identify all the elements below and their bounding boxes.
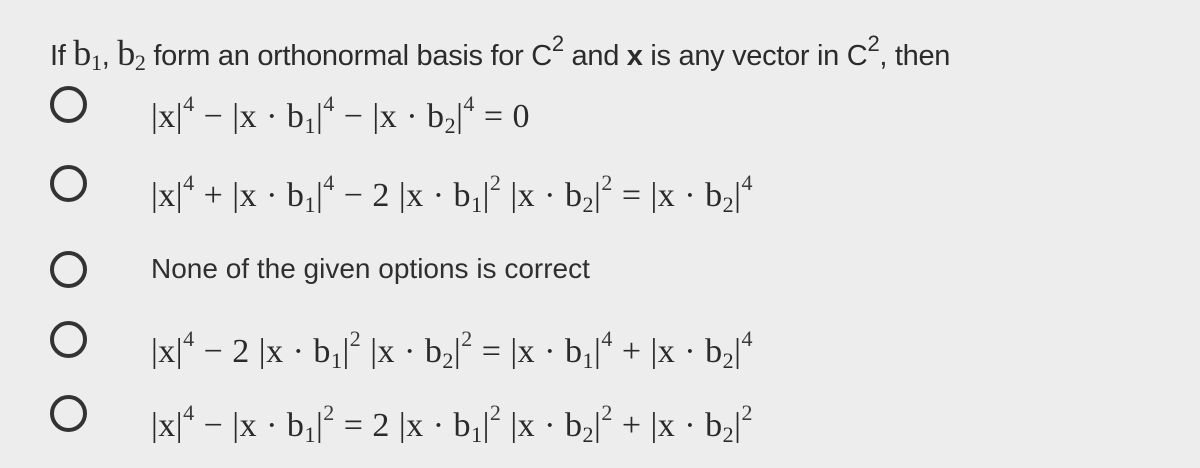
formula-part: 2 — [722, 192, 735, 217]
formula-part: 2 — [444, 113, 457, 138]
vector-x: x — [626, 40, 643, 72]
formula-part: 1 — [304, 192, 316, 217]
formula-part: 4 — [183, 326, 195, 351]
formula-part: 2 — [601, 170, 613, 195]
formula-part: | — [734, 177, 742, 214]
question-middle-1: form an orthonormal basis for — [145, 40, 532, 72]
formula-part: | — [482, 177, 490, 214]
question-middle-2: and — [563, 40, 627, 72]
formula-part: 2 — [349, 326, 362, 351]
formula-part: + |x · b — [612, 333, 723, 370]
formula-part: | — [594, 177, 602, 214]
formula-part: 2 — [582, 422, 595, 447]
formula-part: 2 — [489, 400, 502, 425]
option-c[interactable] — [50, 241, 590, 297]
radio-button-d[interactable] — [50, 321, 87, 358]
radio-button-e[interactable] — [50, 395, 87, 432]
basis-vector-b2-subscript: 2 — [134, 50, 146, 75]
formula-part: 4 — [463, 91, 475, 116]
option-c-text: None of the given options is correct — [151, 253, 590, 284]
formula-part: 2 — [722, 422, 735, 447]
formula-part: 2 — [442, 348, 454, 373]
formula-part: − 2 |x · b — [334, 177, 472, 214]
complex-space-1-exponent: 2 — [551, 31, 564, 56]
formula-part: + |x · b — [612, 407, 723, 444]
question-middle-3: is any vector in — [642, 40, 847, 72]
formula-part: | — [594, 333, 602, 370]
formula-part: 1 — [582, 348, 595, 373]
option-d-text — [151, 311, 753, 373]
formula-part: | — [456, 98, 464, 135]
formula-part: 2 — [601, 400, 613, 425]
formula-part: 4 — [183, 170, 195, 195]
formula-part: 4 — [741, 326, 753, 351]
option-e-text — [151, 385, 753, 447]
formula-part: | — [315, 98, 324, 135]
formula-part: 2 — [461, 326, 473, 351]
formula-part: | — [342, 333, 350, 370]
basis-vector-b2: b — [117, 33, 135, 73]
formula-part: 4 — [741, 170, 753, 195]
complex-space-1: C — [531, 40, 552, 72]
formula-part: = |x · b — [472, 333, 583, 370]
formula-part: + |x · b — [194, 177, 305, 214]
formula-part: 4 — [601, 326, 613, 351]
formula-part: − |x · b — [194, 98, 305, 135]
complex-space-2-exponent: 2 — [867, 31, 880, 56]
formula-part: 1 — [471, 192, 483, 217]
formula-part: 4 — [183, 400, 195, 425]
formula-part: − |x · b — [194, 407, 305, 444]
formula-part: 2 — [741, 400, 753, 425]
formula-part: = |x · b — [612, 177, 723, 214]
formula-part: |x| — [151, 98, 184, 135]
formula-part: | — [315, 177, 324, 214]
formula-part: | — [315, 407, 324, 444]
formula-part: |x · b — [501, 407, 583, 444]
formula-part: | — [482, 407, 490, 444]
formula-part: 4 — [183, 91, 195, 116]
formula-part: |x| — [151, 333, 184, 370]
radio-button-a[interactable] — [50, 86, 87, 123]
formula-part: |x| — [151, 407, 184, 444]
formula-part: 1 — [330, 348, 343, 373]
formula-part: |x| — [151, 177, 184, 214]
formula-part: 1 — [304, 113, 316, 138]
formula-part: − |x · b — [334, 98, 445, 135]
formula-part: 2 — [722, 348, 735, 373]
formula-part: 1 — [471, 422, 483, 447]
formula-part: 2 — [323, 400, 335, 425]
formula-part: | — [594, 407, 602, 444]
basis-vector-b1: b — [73, 33, 91, 73]
formula-part: | — [453, 333, 462, 370]
formula-part: 4 — [323, 170, 335, 195]
formula-part: = 2 |x · b — [334, 407, 472, 444]
complex-space-2: C — [846, 40, 868, 72]
formula-part: |x · b — [361, 333, 443, 370]
formula-part: |x · b — [501, 177, 583, 214]
radio-button-c[interactable] — [50, 251, 87, 288]
basis-vector-b1-subscript: 1 — [90, 50, 102, 75]
radio-button-b[interactable] — [50, 165, 87, 202]
option-b-text — [151, 155, 753, 217]
formula-part: 1 — [304, 422, 316, 447]
formula-part: − 2 |x · b — [194, 333, 331, 370]
option-a-text — [151, 76, 531, 138]
question-prefix: If — [50, 40, 74, 72]
formula-part: 2 — [582, 192, 595, 217]
formula-part: | — [734, 407, 742, 444]
question-suffix: , then — [879, 40, 951, 72]
formula-part: 2 — [489, 170, 502, 195]
question-comma: , — [101, 40, 118, 72]
formula-part: 4 — [323, 91, 335, 116]
formula-part: = 0 — [474, 98, 531, 135]
formula-part: | — [734, 333, 742, 370]
